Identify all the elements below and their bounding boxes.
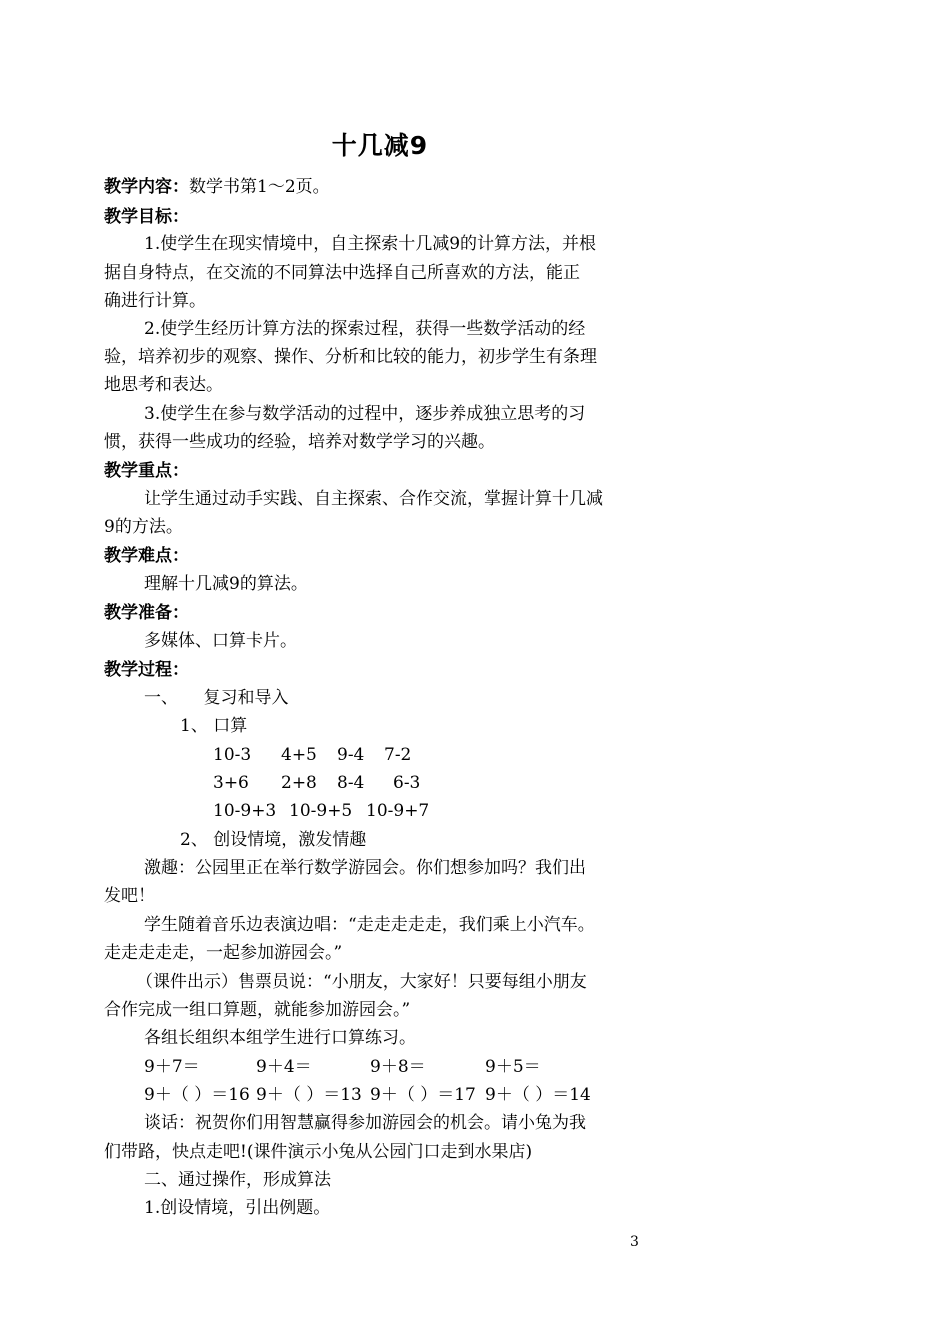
oral-cell: 10-9+3 <box>213 801 277 821</box>
goal2-line3: 地思考和表达。 <box>104 375 223 395</box>
content-label: 教学内容： <box>104 177 189 197</box>
p1-line2: 发吧！ <box>104 886 155 906</box>
goal2-line2: 验，培养初步的观察、操作、分析和比较的能力，初步学生有条理 <box>104 347 597 367</box>
content-text: 数学书第1～2页。 <box>189 177 330 197</box>
oral-cell: 3+6 <box>213 773 249 793</box>
oral-cell: 2+8 <box>281 773 317 793</box>
item1-heading: 1、 口算 <box>180 716 248 736</box>
calc-cell: 9＋5＝ <box>485 1057 541 1077</box>
difficulty-text: 理解十几减9的算法。 <box>144 574 308 594</box>
prep-label: 教学准备： <box>104 603 189 623</box>
goal3-line2: 惯，获得一些成功的经验，培养对数学学习的兴趣。 <box>104 432 495 452</box>
p3-line2: 合作完成一组口算题，就能参加游园会。” <box>104 1000 411 1020</box>
content-line <box>104 176 330 198</box>
key-line2: 9的方法。 <box>104 517 183 537</box>
p6-line: 1.创设情境，引出例题。 <box>144 1198 331 1218</box>
oral-cell: 7-2 <box>384 745 412 765</box>
oral-cell: 9-4 <box>337 745 365 765</box>
p5-line1: 谈话：祝贺你们用智慧赢得参加游园会的机会。请小兔为我 <box>144 1113 586 1133</box>
calc-cell: 9＋（ ）＝14 <box>485 1085 591 1105</box>
goal1-line1: 1.使学生在现实情境中，自主探索十几减9的计算方法，并根 <box>144 234 597 254</box>
page-number: 3 <box>630 1234 639 1250</box>
oral-cell: 4+5 <box>281 745 317 765</box>
oral-cell: 10-3 <box>213 745 252 765</box>
oral-cell: 10-9+5 <box>289 801 353 821</box>
section2-heading: 二、通过操作，形成算法 <box>144 1170 331 1190</box>
oral-cell: 10-9+7 <box>366 801 430 821</box>
p2-line1: 学生随着音乐边表演边唱：“走走走走走，我们乘上小汽车。 <box>144 915 595 935</box>
p3-line1: （课件出示）售票员说：“小朋友，大家好！只要每组小朋友 <box>136 972 587 992</box>
calc-cell: 9＋（ ）＝17 <box>370 1085 476 1105</box>
oral-cell: 8-4 <box>337 773 365 793</box>
goal2-line1: 2.使学生经历计算方法的探索过程，获得一些数学活动的经 <box>144 319 586 339</box>
section1-heading: 一、 复习和导入 <box>144 688 289 708</box>
process-label: 教学过程： <box>104 660 189 680</box>
goal1-line2: 据自身特点，在交流的不同算法中选择自己所喜欢的方法，能正 <box>104 263 580 283</box>
item2-heading: 2、 创设情境，激发情趣 <box>180 830 367 850</box>
p2-line2: 走走走走走，一起参加游园会。” <box>104 943 343 963</box>
p5-line2: 们带路，快点走吧!(课件演示小兔从公园门口走到水果店) <box>104 1142 533 1162</box>
oral-cell: 6-3 <box>393 773 421 793</box>
calc-cell: 9＋7＝ <box>144 1057 200 1077</box>
prep-text: 多媒体、口算卡片。 <box>144 631 297 651</box>
difficulty-label: 教学难点： <box>104 546 189 566</box>
key-line1: 让学生通过动手实践、自主探索、合作交流，掌握计算十几减 <box>144 489 603 509</box>
goals-label: 教学目标： <box>104 207 189 227</box>
key-label: 教学重点： <box>104 461 189 481</box>
p1-line1: 激趣：公园里正在举行数学游园会。你们想参加吗？我们出 <box>144 858 586 878</box>
calc-cell: 9＋8＝ <box>370 1057 426 1077</box>
calc-cell: 9＋（ ）＝13 <box>256 1085 362 1105</box>
p4-line: 各组长组织本组学生进行口算练习。 <box>144 1028 416 1048</box>
calc-cell: 9＋4＝ <box>256 1057 312 1077</box>
calc-cell: 9＋（ ）＝16 <box>144 1085 250 1105</box>
document-title: 十几减9 <box>331 131 429 160</box>
goal3-line1: 3.使学生在参与数学活动的过程中，逐步养成独立思考的习 <box>144 404 586 424</box>
goal1-line3: 确进行计算。 <box>104 291 206 311</box>
